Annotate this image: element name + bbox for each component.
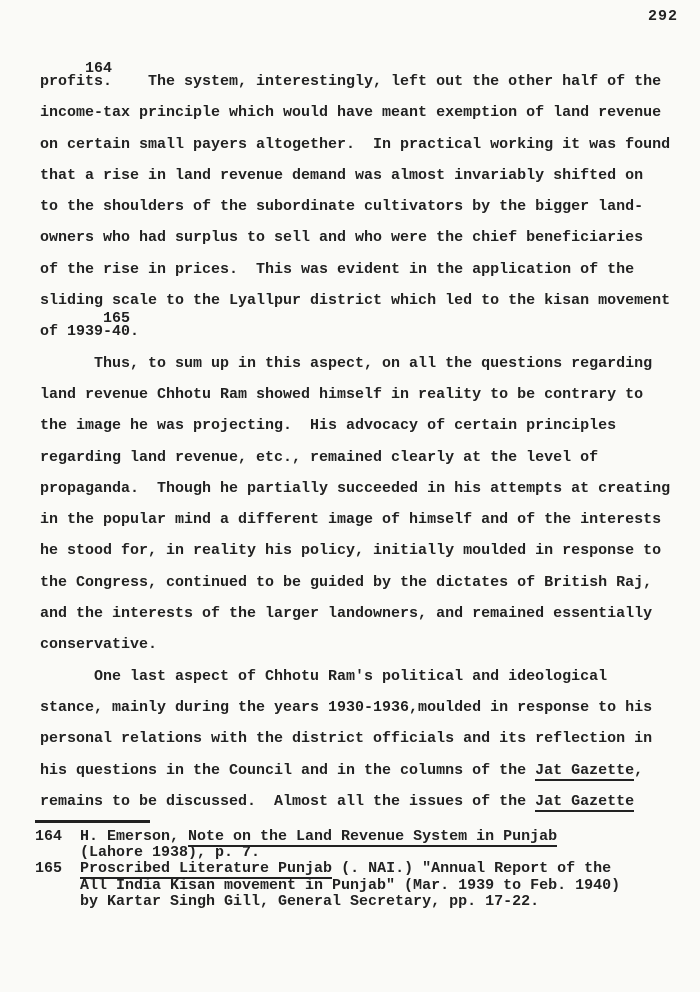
text-line <box>35 861 685 877</box>
underlined-title-text: Proscribed Literature Punjab <box>80 860 333 878</box>
text-line <box>40 567 690 598</box>
text-segment: the image he was projecting. His advocacy of certain principles <box>40 417 617 435</box>
text-segment: Thus, to sum up in this aspect, on all the questions regarding <box>40 354 653 372</box>
text-line <box>40 755 690 786</box>
text-segment: All India Kisan movement in Punjab" (Mar. 1939 to Feb. 1940) <box>35 876 621 894</box>
text-segment: land revenue Chhotu Ram showed himself in reality to be contrary to <box>40 385 644 403</box>
text-line <box>40 786 690 817</box>
text-segment: One last aspect of Chhotu Ram's political and ideological <box>40 667 608 685</box>
text-segment: personal relations with the district officials and its reflection in <box>40 730 653 748</box>
text-line <box>35 894 685 910</box>
text-segment: profits. The system, interestingly, left out the other half of the <box>40 73 662 90</box>
text-line <box>40 410 690 441</box>
text-line <box>40 504 690 535</box>
text-line <box>40 692 690 723</box>
footnotes-block <box>35 829 685 910</box>
text-segment: 164 H. Emerson, <box>35 828 189 845</box>
body-text-block <box>40 60 690 817</box>
text-segment: the Congress, continued to be guided by the dictates of British Raj, <box>40 573 653 591</box>
text-segment: (Lahore 1938), p. 7. <box>35 844 261 862</box>
text-line <box>40 129 690 160</box>
text-line <box>40 60 690 97</box>
text-segment: stance, mainly during the years 1930-1936,moulded in response to his <box>40 698 653 716</box>
footnote-ref-superscript: 165 <box>103 310 131 328</box>
text-segment: , <box>634 761 644 779</box>
text-segment: conservative. <box>40 636 158 654</box>
footnote-separator-line <box>35 820 150 823</box>
text-segment: 165 <box>35 860 81 878</box>
text-line <box>40 160 690 191</box>
text-line <box>35 829 685 845</box>
text-segment: of the rise in prices. This was evident in the application of the <box>40 260 635 278</box>
text-line <box>40 191 690 222</box>
text-line <box>40 661 690 692</box>
text-line <box>40 348 690 379</box>
text-line <box>40 629 690 660</box>
text-line <box>40 254 690 285</box>
text-segment: propaganda. Though he partially succeeded in his attempts at creating <box>40 479 671 497</box>
underlined-title-text: Jat Gazette <box>535 792 635 810</box>
text-segment: remains to be discussed. Almost all the issues of the <box>40 792 536 810</box>
text-line <box>40 285 690 316</box>
text-line <box>40 473 690 504</box>
page-number: 292 <box>648 8 679 25</box>
text-line <box>40 535 690 566</box>
text-segment: (. NAI.) "Annual Report of the <box>332 860 612 878</box>
text-line <box>35 845 685 861</box>
text-segment: he stood for, in reality his policy, initially moulded in response to <box>40 542 662 560</box>
text-segment: owners who had surplus to sell and who were the chief beneficiaries <box>40 229 644 247</box>
text-line <box>35 878 685 894</box>
text-segment: his questions in the Council and in the columns of the <box>40 761 536 779</box>
underlined-title-text: Jat Gazette <box>535 761 635 779</box>
text-segment: in the popular mind a different image of himself and of the interests <box>40 511 662 529</box>
underlined-title-text: Note on the Land Revenue System in Punjab <box>188 828 558 845</box>
text-segment: on certain small payers altogether. In practical working it was found <box>40 135 671 153</box>
text-line <box>40 379 690 410</box>
text-segment: by Kartar Singh Gill, General Secretary, pp. 17-22. <box>35 892 540 910</box>
text-segment: that a rise in land revenue demand was almost invariably shifted on <box>40 166 644 184</box>
text-segment: income-tax principle which would have meant exemption of land revenue <box>40 104 662 122</box>
text-segment: to the shoulders of the subordinate cultivators by the bigger land- <box>40 198 644 216</box>
text-segment: and the interests of the larger landowners, and remained essentially <box>40 605 653 623</box>
text-segment: regarding land revenue, etc., remained clearly at the level of <box>40 448 599 466</box>
text-line <box>40 222 690 253</box>
text-segment: of 1939-40. <box>40 323 140 341</box>
text-segment: sliding scale to the Lyallpur district which led to the kisan movement <box>40 292 671 310</box>
footnote-ref-superscript: 164 <box>85 60 113 77</box>
text-line <box>40 598 690 629</box>
text-line <box>40 310 690 347</box>
text-line <box>40 97 690 128</box>
text-line <box>40 723 690 754</box>
text-line <box>40 442 690 473</box>
